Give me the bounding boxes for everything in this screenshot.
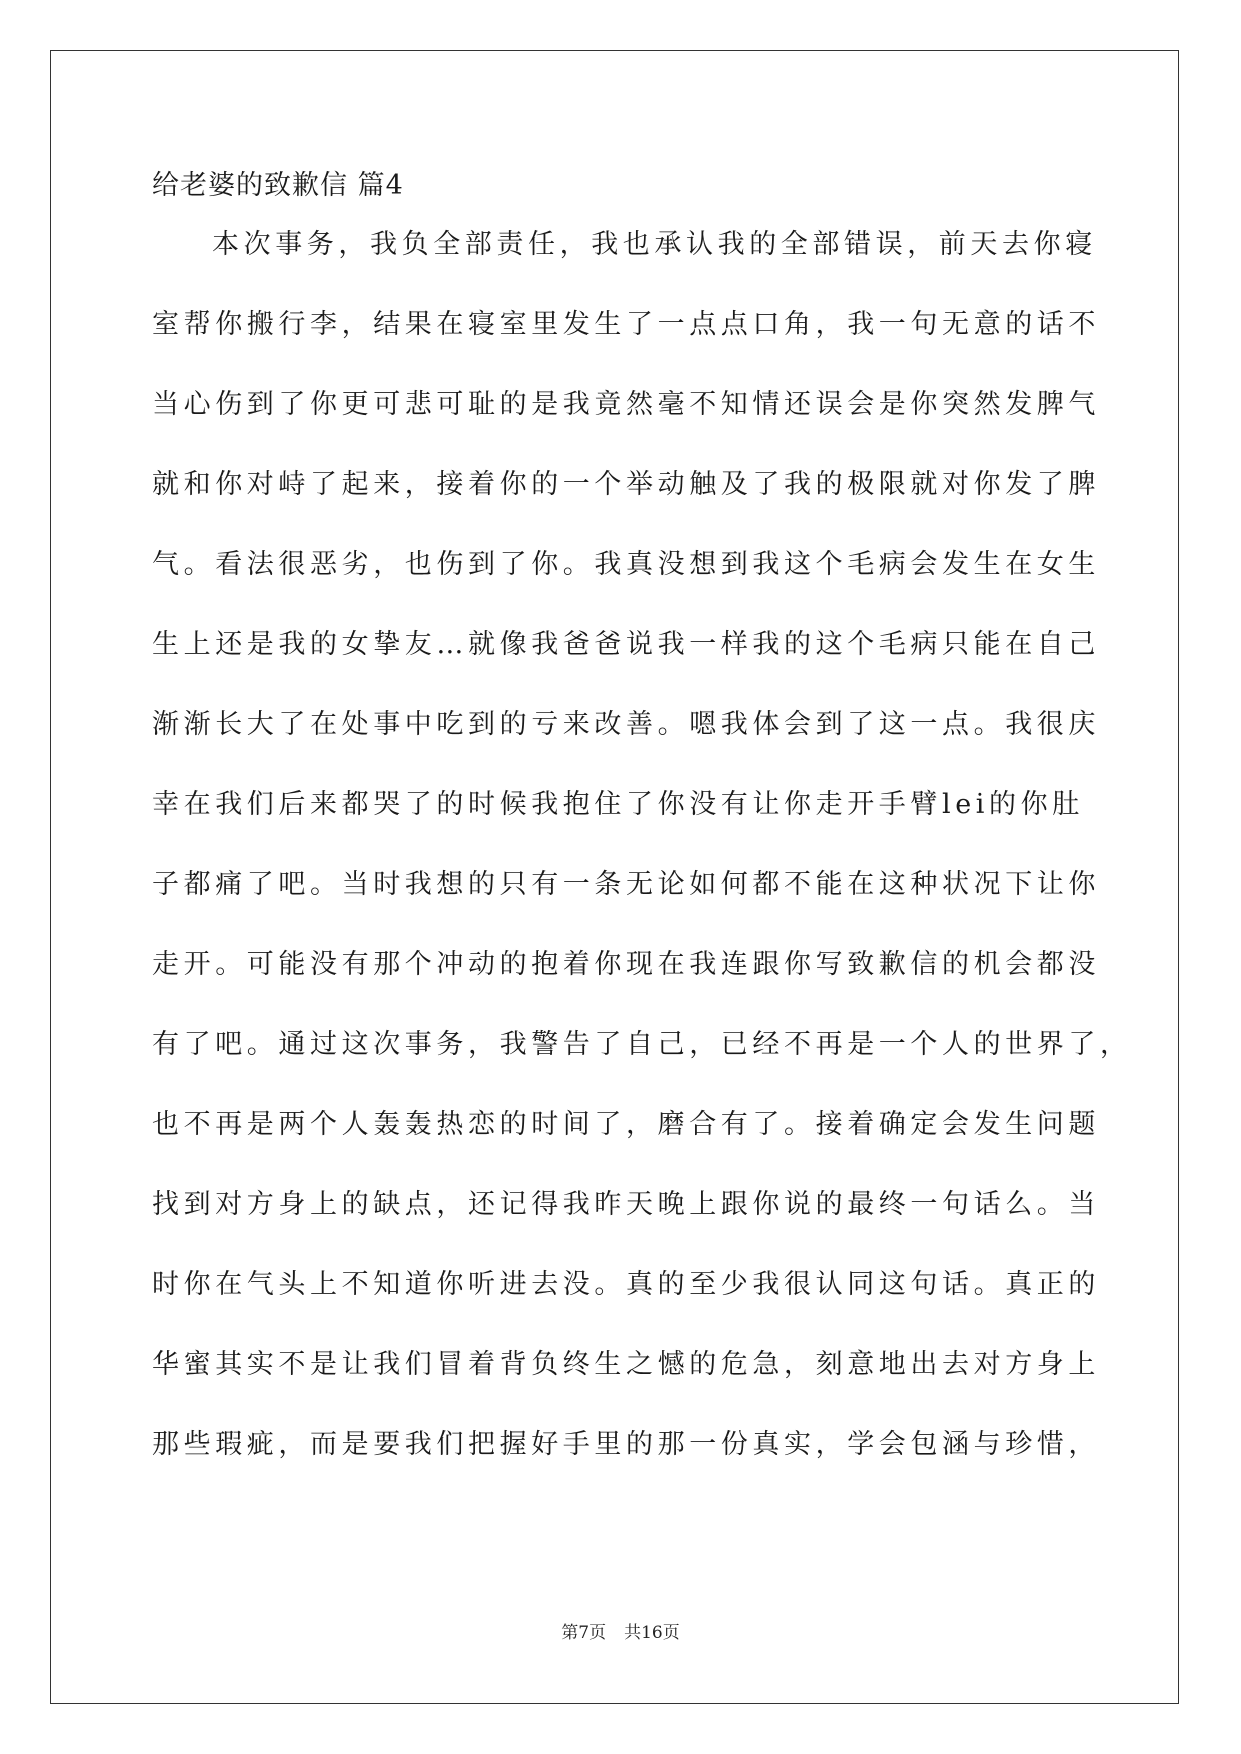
- page-total: 共16页: [624, 1623, 680, 1643]
- document-body: [152, 223, 1132, 1503]
- body-line: 本次事务，我负全部责任，我也承认我的全部错误，前天去你寝: [212, 229, 1097, 260]
- body-line: 找到对方身上的缺点，还记得我昨天晚上跟你说的最终一句话么。当: [152, 1189, 1100, 1220]
- body-line: 气。看法很恶劣，也伤到了你。我真没想到我这个毛病会发生在女生: [152, 549, 1100, 580]
- body-line: 时你在气头上不知道你听进去没。真的至少我很认同这句话。真正的: [152, 1269, 1100, 1300]
- body-line: 华蜜其实不是让我们冒着背负终生之憾的危急，刻意地出去对方身上: [152, 1349, 1100, 1380]
- body-line: 生上还是我的女挚友…就像我爸爸说我一样我的这个毛病只能在自己: [152, 629, 1100, 660]
- body-line: 子都痛了吧。当时我想的只有一条无论如何都不能在这种状况下让你: [152, 869, 1100, 900]
- body-line: 幸在我们后来都哭了的时候我抱住了你没有让你走开手臂lei的你肚: [152, 789, 1084, 820]
- body-line: 走开。可能没有那个冲动的抱着你现在我连跟你写致歉信的机会都没: [152, 949, 1100, 980]
- document-title: 给老婆的致歉信 篇4: [152, 170, 404, 201]
- body-line: 室帮你搬行李，结果在寝室里发生了一点点口角，我一句无意的话不: [152, 309, 1100, 340]
- body-line: 有了吧。通过这次事务，我警告了自己，已经不再是一个人的世界了，: [152, 1029, 1132, 1060]
- body-line: 渐渐长大了在处事中吃到的亏来改善。嗯我体会到了这一点。我很庆: [152, 709, 1100, 740]
- body-line: 当心伤到了你更可悲可耻的是我竟然毫不知情还误会是你突然发脾气: [152, 389, 1100, 420]
- body-line: 就和你对峙了起来，接着你的一个举动触及了我的极限就对你发了脾: [152, 469, 1100, 500]
- body-line: 也不再是两个人轰轰热恋的时间了，磨合有了。接着确定会发生问题: [152, 1109, 1100, 1140]
- page-footer: [0, 1621, 1241, 1645]
- page-number: 第7页: [561, 1623, 607, 1643]
- body-line: 那些瑕疵，而是要我们把握好手里的那一份真实，学会包涵与珍惜，: [152, 1429, 1100, 1460]
